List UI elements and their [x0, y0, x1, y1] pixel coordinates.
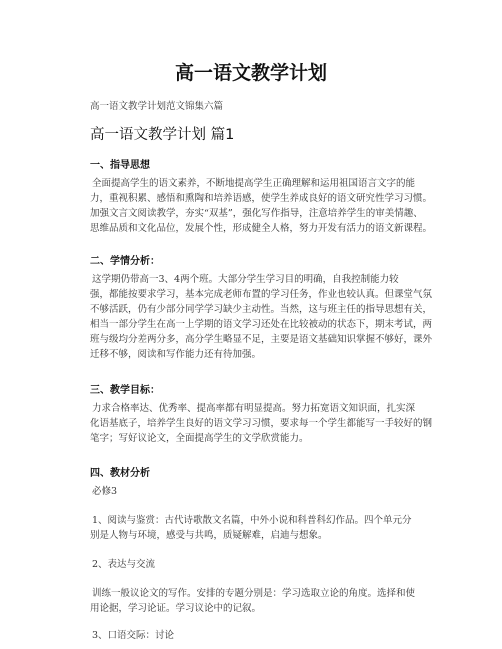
paragraph-line: 班与级均分差两分多，高分学生略显不足，主要是语文基础知识掌握不够好，课外: [90, 334, 433, 345]
item-expression-heading: [90, 557, 420, 572]
section-heading: 高一语文教学计划 篇1: [90, 127, 235, 143]
heading-guiding: 一、指导思想: [90, 160, 150, 171]
paragraph-guiding: [90, 176, 433, 236]
item-reading: [90, 513, 420, 543]
paragraph-line: 不够活跃，仍有少部分同学学习缺少主动性。当然，这与班主任的指导思想有关，: [90, 304, 433, 315]
paragraph-line: 力，重视积累、感悟和熏陶和培养语感，使学生养成良好的语文研究性学习习惯。: [90, 193, 433, 204]
paragraph-line: 加强文言文阅读教学，夯实“双基”，强化写作指导，注意培养学生的审美情趣、: [90, 208, 423, 219]
paragraph-students: [90, 272, 433, 362]
item-expression: [90, 586, 420, 616]
document-title: 高一语文教学计划: [174, 62, 327, 84]
paragraph-goals: [90, 401, 433, 446]
item-title: 3、口语交际：讨论: [92, 630, 175, 641]
paragraph-line: 1、阅读与鉴赏：古代诗歌散文名篇，中外小说和科普科幻作品。四个单元分: [92, 515, 412, 526]
heading-materials: 四、教材分析: [90, 468, 150, 479]
paragraph-line: 笔字；写好议论文，全面提高学生的文学欣赏能力。: [90, 433, 309, 444]
heading-goals: 三、教学目标：: [90, 385, 160, 396]
book-label: [90, 484, 420, 499]
item-title: 2、表达与交流: [92, 559, 156, 570]
paragraph-line: 强，都能按要求学习，基本完成老师布置的学习任务，作业也较认真。但课堂气氛: [90, 289, 433, 300]
paragraph-line: 思维品质和文化品位，发展个性，形成健全人格，努力开发有活力的语文新课程。: [90, 223, 433, 234]
book-name: 必修3: [92, 486, 118, 497]
paragraph-line: 力求合格率达、优秀率、提高率都有明显提高。努力拓宽语文知识面，扎实深: [92, 403, 416, 414]
paragraph-line: 化语基底子，培养学生良好的语文学习习惯，要求每一个学生都能写一手较好的钢: [90, 418, 433, 429]
paragraph-line: 迁移不够，阅读和写作能力还有待加强。: [90, 349, 262, 360]
document-subtitle: 高一语文教学计划范文锦集六篇: [90, 101, 224, 112]
paragraph-line: 相当一部分学生在高一上学期的语文学习还处在比较被动的状态下，期末考试，两: [90, 319, 433, 330]
item-speaking: [90, 628, 420, 643]
heading-students: 二、学情分析：: [90, 256, 160, 267]
paragraph-line: 别是人物与环境，感受与共鸣，质疑解难，启迪与想象。: [90, 530, 328, 541]
paragraph-line: 用论据，学习论证。学习议论中的记叙。: [90, 603, 262, 614]
paragraph-line: 这学期仍带高一3、4两个班。大部分学生学习目的明确，自我控制能力较: [92, 274, 399, 285]
paragraph-line: 训练一般议论文的写作。安排的专题分别是：学习选取立论的角度。选择和使: [92, 588, 416, 599]
paragraph-line: 全面提高学生的语文素养，不断地提高学生正确理解和运用祖国语言文字的能: [92, 178, 416, 189]
